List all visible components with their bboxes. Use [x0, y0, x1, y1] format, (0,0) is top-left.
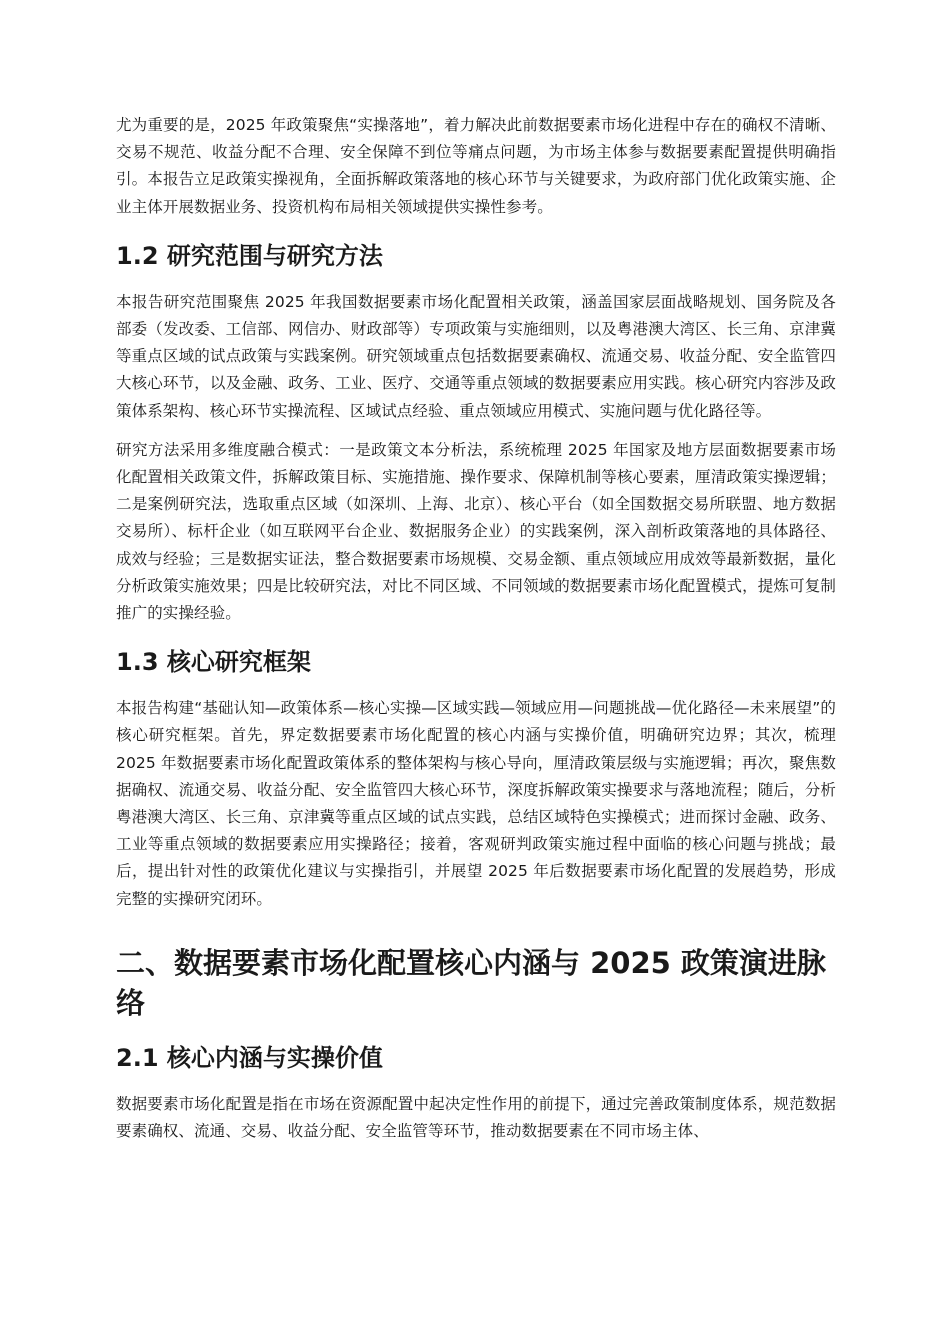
document-page	[116, 112, 836, 1157]
section-heading-2-1: 2.1 核心内涵与实操价值	[116, 1043, 383, 1072]
section-2-1-paragraph-1: 数据要素市场化配置是指在市场在资源配置中起决定性作用的前提下，通过完善政策制度体系，规范数据要素确权、流通、交易、收益分配、安全监管等环节，推动数据要素在不同市场主体、	[116, 1094, 836, 1141]
section-1-2-paragraph-2: 研究方法采用多维度融合模式：一是政策文本分析法，系统梳理 2025 年国家及地方层面数据要素市场化配置相关政策文件，拆解政策目标、实施措施、操作要求、保障机制等核心要素，厘清政策实操逻辑；二是案例研究法，选取重点区域（如深圳、上海、北京）、核心平台（如全国数据交易所联盟、地方数据交易所）、标杆企业（如互联网平台企业、数据服务企业）的实践案例，深入剖析政策落地的具体路径、成效与经验；三是数据实证法，整合数据要素市场规模、交易金额、重点领域应用成效等最新数据，量化分析政策实施效果；四是比较研究法，对比不同区域、不同领域的数据要素市场化配置模式，提炼可复制推广的实操经验。	[116, 440, 836, 623]
section-heading-1-2: 1.2 研究范围与研究方法	[116, 241, 383, 270]
section-heading-1-3: 1.3 核心研究框架	[116, 648, 311, 677]
section-1-2-paragraph-1: 本报告研究范围聚焦 2025 年我国数据要素市场化配置相关政策，涵盖国家层面战略规划、国务院及各部委（发改委、工信部、网信办、财政部等）专项政策与实施细则，以及粤港澳大湾区、长三角、京津冀等重点区域的试点政策与实践案例。研究领域重点包括数据要素确权、流通交易、收益分配、安全监管四大核心环节，以及金融、政务、工业、医疗、交通等重点领域的数据要素应用实践。核心研究内容涉及政策体系架构、核心环节实操流程、区域试点经验、重点领域应用模式、实施问题与优化路径等。	[116, 292, 836, 420]
chapter-heading-2: 二、数据要素市场化配置核心内涵与 2025 政策演进脉络	[116, 945, 826, 1020]
section-1-3-paragraph-1: 本报告构建“基础认知—政策体系—核心实操—区域实践—领域应用—问题挑战—优化路径—未来展望”的核心研究框架。首先，界定数据要素市场化配置的核心内涵与实操价值，明确研究边界；其次，梳理 2025 年数据要素市场化配置政策体系的整体架构与核心导向，厘清政策层级与实施逻辑；再次，聚焦数据确权、流通交易、收益分配、安全监管四大核心环节，深度拆解政策实操要求与落地流程；随后，分析粤港澳大湾区、长三角、京津冀等重点区域的试点实践，总结区域特色实操模式；进而探讨金融、政务、工业等重点领域的数据要素应用实操路径；接着，客观研判政策实施过程中面临的核心问题与挑战；最后，提出针对性的政策优化建议与实操指引，并展望 2025 年后数据要素市场化配置的发展趋势，形成完整的实操研究闭环。	[116, 699, 836, 908]
intro-paragraph: 尤为重要的是，2025 年政策聚焦“实操落地”，着力解决此前数据要素市场化进程中存在的确权不清晰、交易不规范、收益分配不合理、安全保障不到位等痛点问题，为市场主体参与数据要素配置提供明确指引。本报告立足政策实操视角，全面拆解政策落地的核心环节与关键要求，为政府部门优化政策实施、企业主体开展数据业务、投资机构布局相关领域提供实操性参考。	[116, 116, 836, 216]
